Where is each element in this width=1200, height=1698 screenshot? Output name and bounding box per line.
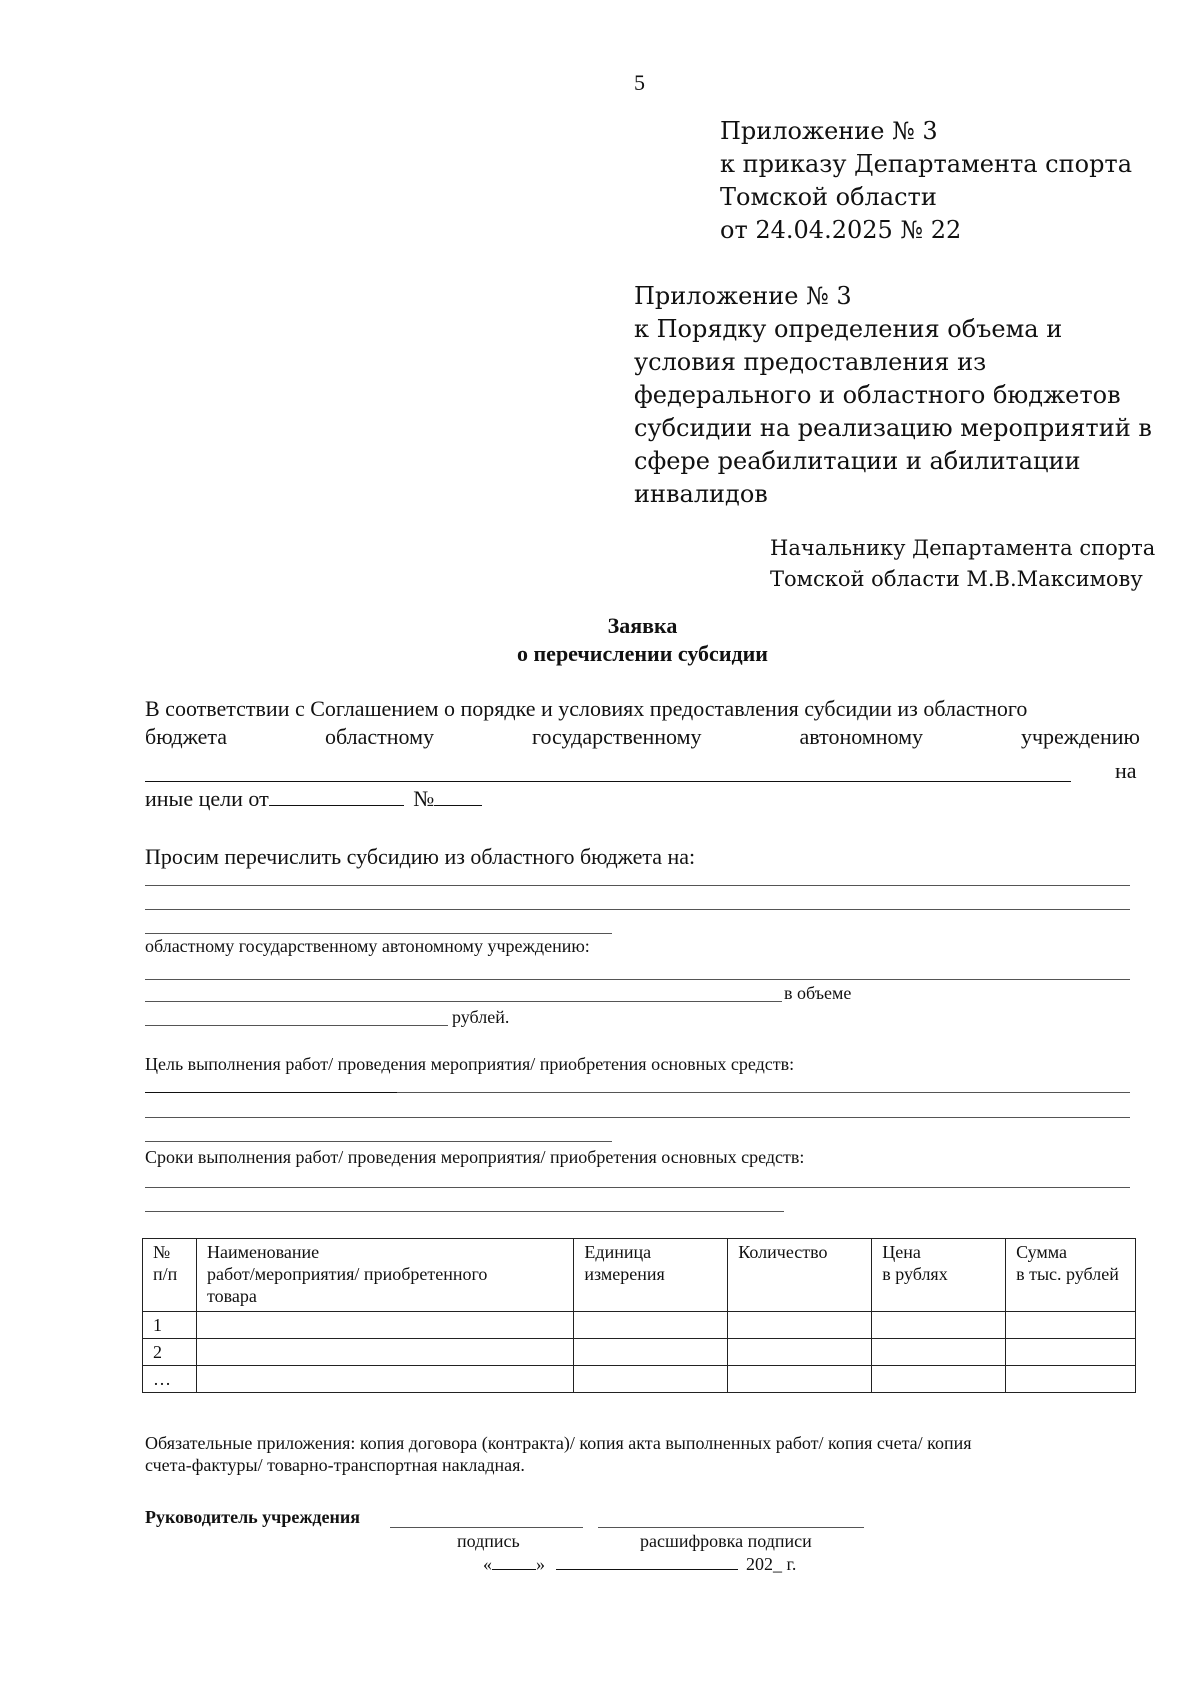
signature-caption: подпись bbox=[457, 1531, 520, 1551]
intro-line-4 bbox=[145, 785, 482, 813]
items-table bbox=[142, 1238, 1136, 1393]
terms-field-2[interactable] bbox=[145, 1211, 784, 1212]
amount-rubles-label: рублей. bbox=[452, 1007, 510, 1027]
sum-cell[interactable] bbox=[1006, 1366, 1136, 1393]
signature-decode-caption: расшифровка подписи bbox=[640, 1531, 812, 1551]
date-year: 202_ г. bbox=[746, 1554, 797, 1574]
approval-line: от 24.04.2025 № 22 bbox=[720, 216, 962, 244]
request-purpose-field-2[interactable] bbox=[145, 909, 1130, 910]
header-row-number: № п/п bbox=[143, 1239, 197, 1312]
unit-cell[interactable] bbox=[574, 1339, 728, 1366]
quantity-cell[interactable] bbox=[728, 1366, 872, 1393]
table-header-row bbox=[143, 1239, 1136, 1312]
goal-label: Цель выполнения работ/ проведения мероприятия/ приобретения основных средств: bbox=[145, 1054, 795, 1074]
approval-line: Приложение № 3 bbox=[634, 282, 852, 310]
goal-field-3[interactable] bbox=[145, 1141, 612, 1142]
header-unit: Единица измерения bbox=[574, 1239, 728, 1312]
approval-block-procedure bbox=[634, 280, 1152, 511]
institution-name-field[interactable] bbox=[145, 781, 1071, 782]
approval-line: Томской области bbox=[720, 183, 937, 211]
agreement-number-field[interactable] bbox=[434, 785, 482, 806]
date-close-quote: » bbox=[536, 1554, 545, 1574]
request-purpose-field-1[interactable] bbox=[145, 885, 1130, 886]
agreement-number-label: № bbox=[413, 786, 435, 811]
request-purpose-field-3[interactable] bbox=[145, 933, 612, 934]
table-row bbox=[143, 1366, 1136, 1393]
item-name-cell[interactable] bbox=[196, 1312, 573, 1339]
intro-word: государственному bbox=[532, 724, 702, 749]
sum-cell[interactable] bbox=[1006, 1339, 1136, 1366]
intro-word: областному bbox=[325, 724, 435, 749]
intro-line-1: В соответствии с Соглашением о порядке и условиях предоставления субсидии из областного bbox=[145, 696, 1028, 721]
recipient-name-field-2[interactable] bbox=[145, 1001, 782, 1002]
goal-field-1-start bbox=[145, 1092, 397, 1093]
amount-in-volume-label: в объеме bbox=[784, 983, 852, 1003]
sum-cell[interactable] bbox=[1006, 1312, 1136, 1339]
goal-field-1[interactable] bbox=[397, 1092, 1130, 1093]
agreement-date-field[interactable] bbox=[269, 785, 404, 806]
request-text: Просим перечислить субсидию из областного бюджета на: bbox=[145, 844, 696, 869]
title-subline: о перечислении субсидии bbox=[517, 641, 768, 666]
row-number-cell: … bbox=[143, 1366, 197, 1393]
document-title bbox=[0, 612, 1200, 668]
price-cell[interactable] bbox=[872, 1366, 1006, 1393]
title-line: Заявка bbox=[607, 613, 678, 638]
price-cell[interactable] bbox=[872, 1312, 1006, 1339]
header-price: Цена в рублях bbox=[872, 1239, 1006, 1312]
item-name-cell[interactable] bbox=[196, 1366, 573, 1393]
header-item-name: Наименование работ/мероприятия/ приобретенного товара bbox=[196, 1239, 573, 1312]
date-month-field[interactable] bbox=[556, 1553, 738, 1570]
date-open-quote: « bbox=[483, 1554, 492, 1574]
addressee-block bbox=[770, 533, 1155, 595]
row-number-cell: 2 bbox=[143, 1339, 197, 1366]
attachments-note bbox=[145, 1432, 1145, 1476]
unit-cell[interactable] bbox=[574, 1312, 728, 1339]
approval-block-order bbox=[720, 115, 1132, 247]
approval-line: федерального и областного бюджетов bbox=[634, 381, 1121, 409]
goal-field-2[interactable] bbox=[145, 1117, 1130, 1118]
approval-line: к Порядку определения объема и bbox=[634, 315, 1063, 343]
addressee-line: Томской области М.В.Максимову bbox=[770, 567, 1143, 591]
approval-line: Приложение № 3 bbox=[720, 117, 938, 145]
header-quantity: Количество bbox=[728, 1239, 872, 1312]
intro-line-3-end: на bbox=[1115, 758, 1137, 783]
approval-line: к приказу Департамента спорта bbox=[720, 150, 1133, 178]
price-cell[interactable] bbox=[872, 1339, 1006, 1366]
approval-line: сфере реабилитации и абилитации bbox=[634, 447, 1081, 475]
terms-field-1[interactable] bbox=[145, 1187, 1130, 1188]
row-number-cell: 1 bbox=[143, 1312, 197, 1339]
header-sum: Сумма в тыс. рублей bbox=[1006, 1239, 1136, 1312]
addressee-line: Начальнику Департамента спорта bbox=[770, 536, 1156, 560]
approval-line: условия предоставления из bbox=[634, 348, 987, 376]
table-row bbox=[143, 1339, 1136, 1366]
item-name-cell[interactable] bbox=[196, 1339, 573, 1366]
approval-line: инвалидов bbox=[634, 480, 768, 508]
date-line bbox=[483, 1553, 796, 1575]
quantity-cell[interactable] bbox=[728, 1312, 872, 1339]
attachments-line-2: счета-фактуры/ товарно-транспортная накладная. bbox=[145, 1455, 525, 1475]
amount-field[interactable] bbox=[145, 1025, 448, 1026]
recipient-label: областному государственному автономному учреждению: bbox=[145, 936, 590, 956]
approval-line: субсидии на реализацию мероприятий в bbox=[634, 414, 1152, 442]
signature-decode-field[interactable] bbox=[598, 1527, 864, 1528]
quantity-cell[interactable] bbox=[728, 1339, 872, 1366]
intro-paragraph bbox=[145, 695, 1140, 751]
terms-label: Сроки выполнения работ/ проведения мероприятия/ приобретения основных средств: bbox=[145, 1147, 805, 1167]
attachments-line-1: Обязательные приложения: копия договора (контракта)/ копия акта выполненных работ/ копия счета/ копия bbox=[145, 1433, 972, 1453]
signature-field[interactable] bbox=[390, 1527, 583, 1528]
head-of-institution-label: Руководитель учреждения bbox=[145, 1507, 360, 1527]
intro-line-2 bbox=[145, 723, 1140, 751]
unit-cell[interactable] bbox=[574, 1366, 728, 1393]
recipient-name-field[interactable] bbox=[145, 979, 1130, 980]
other-goals-date-label: иные цели от bbox=[145, 786, 269, 811]
date-day-field[interactable] bbox=[492, 1553, 536, 1570]
table-row bbox=[143, 1312, 1136, 1339]
intro-word: автономному bbox=[799, 724, 923, 749]
page-number: 5 bbox=[634, 70, 645, 95]
intro-word: бюджета bbox=[145, 724, 228, 749]
intro-word: учреждению bbox=[1020, 724, 1140, 749]
